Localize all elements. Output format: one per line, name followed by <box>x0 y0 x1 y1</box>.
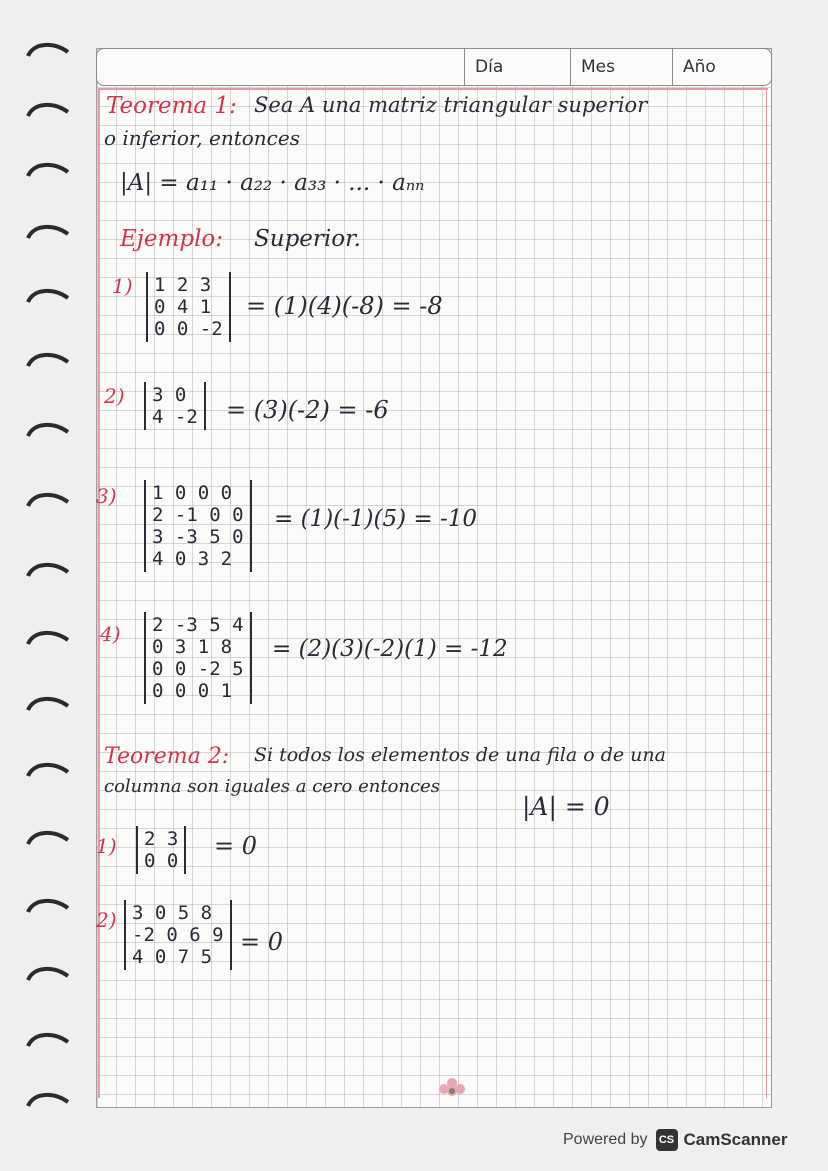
ring-icon <box>24 40 72 62</box>
ring-icon <box>24 628 72 650</box>
ring-icon <box>24 160 72 182</box>
camscanner-footer <box>563 1124 787 1156</box>
camscanner-logo-icon: CS <box>656 1129 678 1151</box>
example-type: Superior. <box>254 226 361 252</box>
ring-icon <box>24 964 72 986</box>
determinant-matrix <box>144 480 252 572</box>
matrix-row: 4 0 3 2 <box>152 548 233 570</box>
theorem2-text-line2: columna son iguales a cero entonces <box>104 776 440 797</box>
theorem1-text-line2: o inferior, entonces <box>104 126 300 150</box>
ring-icon <box>24 1030 72 1052</box>
matrix-row: 1 2 3 <box>154 274 212 296</box>
matrix-row: 1 0 0 0 <box>152 482 233 504</box>
matrix-row: 2 -1 0 0 <box>152 504 244 526</box>
theorem1-text-line1: Sea A una matriz triangular superior <box>254 93 648 117</box>
ring-icon <box>24 760 72 782</box>
powered-by-text: Powered by <box>563 1131 648 1148</box>
determinant-matrix <box>144 612 252 704</box>
matrix-row: 4 -2 <box>152 406 198 428</box>
year-field: Año <box>672 48 769 86</box>
determinant-result: = (2)(3)(-2)(1) = -12 <box>272 636 508 662</box>
ring-icon <box>24 286 72 308</box>
determinant-result: = (3)(-2) = -6 <box>226 396 389 424</box>
camscanner-name: CamScanner <box>683 1130 788 1149</box>
month-field: Mes <box>570 48 671 86</box>
matrix-row: 0 0 <box>144 850 179 872</box>
matrix-row: 2 -3 5 4 <box>152 614 244 636</box>
example-label: Ejemplo: <box>120 226 224 252</box>
ring-icon <box>24 560 72 582</box>
example-number: 1) <box>112 274 133 298</box>
ring-icon <box>24 828 72 850</box>
determinant-result: = 0 <box>240 928 284 956</box>
example-number: 4) <box>100 622 121 646</box>
matrix-row: 3 -3 5 0 <box>152 526 244 548</box>
margin-rule-top <box>98 88 768 90</box>
example-number: 2) <box>96 908 117 932</box>
determinant-result: = (1)(-1)(5) = -10 <box>274 506 478 532</box>
ring-icon <box>24 1090 72 1112</box>
matrix-row: 0 4 1 <box>154 296 212 318</box>
matrix-row: 3 0 5 8 <box>132 902 213 924</box>
day-field: Día <box>464 48 571 86</box>
ring-icon <box>24 222 72 244</box>
example-number: 1) <box>96 834 117 858</box>
theorem1-formula: |A| = a₁₁ · a₂₂ · a₃₃ · ... · aₙₙ <box>120 170 425 196</box>
matrix-row: 0 0 0 1 <box>152 680 233 702</box>
ring-icon <box>24 896 72 918</box>
matrix-row: 0 0 -2 5 <box>152 658 244 680</box>
ring-icon <box>24 694 72 716</box>
theorem2-text-line1: Si todos los elementos de una fila o de una <box>254 744 666 766</box>
ring-icon <box>24 350 72 372</box>
matrix-row: 2 3 <box>144 828 179 850</box>
theorem1-label: Teorema 1: <box>106 93 237 119</box>
flower-icon <box>432 1076 472 1106</box>
ring-icon <box>24 420 72 442</box>
ring-icon <box>24 100 72 122</box>
theorem2-result: |A| = 0 <box>522 792 610 821</box>
determinant-result: = 0 <box>214 832 258 860</box>
determinant-result: = (1)(4)(-8) = -8 <box>246 292 443 320</box>
matrix-row: -2 0 6 9 <box>132 924 224 946</box>
ring-icon <box>24 490 72 512</box>
margin-rule-left <box>98 88 100 1098</box>
determinant-matrix <box>124 900 232 970</box>
matrix-row: 0 3 1 8 <box>152 636 233 658</box>
matrix-row: 3 0 <box>152 384 187 406</box>
determinant-matrix <box>136 826 186 874</box>
matrix-row: 4 0 7 5 <box>132 946 213 968</box>
margin-rule-right <box>766 88 767 1098</box>
camscanner-brand <box>656 1129 788 1151</box>
matrix-row: 0 0 -2 <box>154 318 223 340</box>
theorem2-label: Teorema 2: <box>104 744 230 769</box>
example-number: 3) <box>96 484 117 508</box>
example-number: 2) <box>104 384 125 408</box>
determinant-matrix <box>144 382 206 430</box>
determinant-matrix <box>146 272 231 342</box>
